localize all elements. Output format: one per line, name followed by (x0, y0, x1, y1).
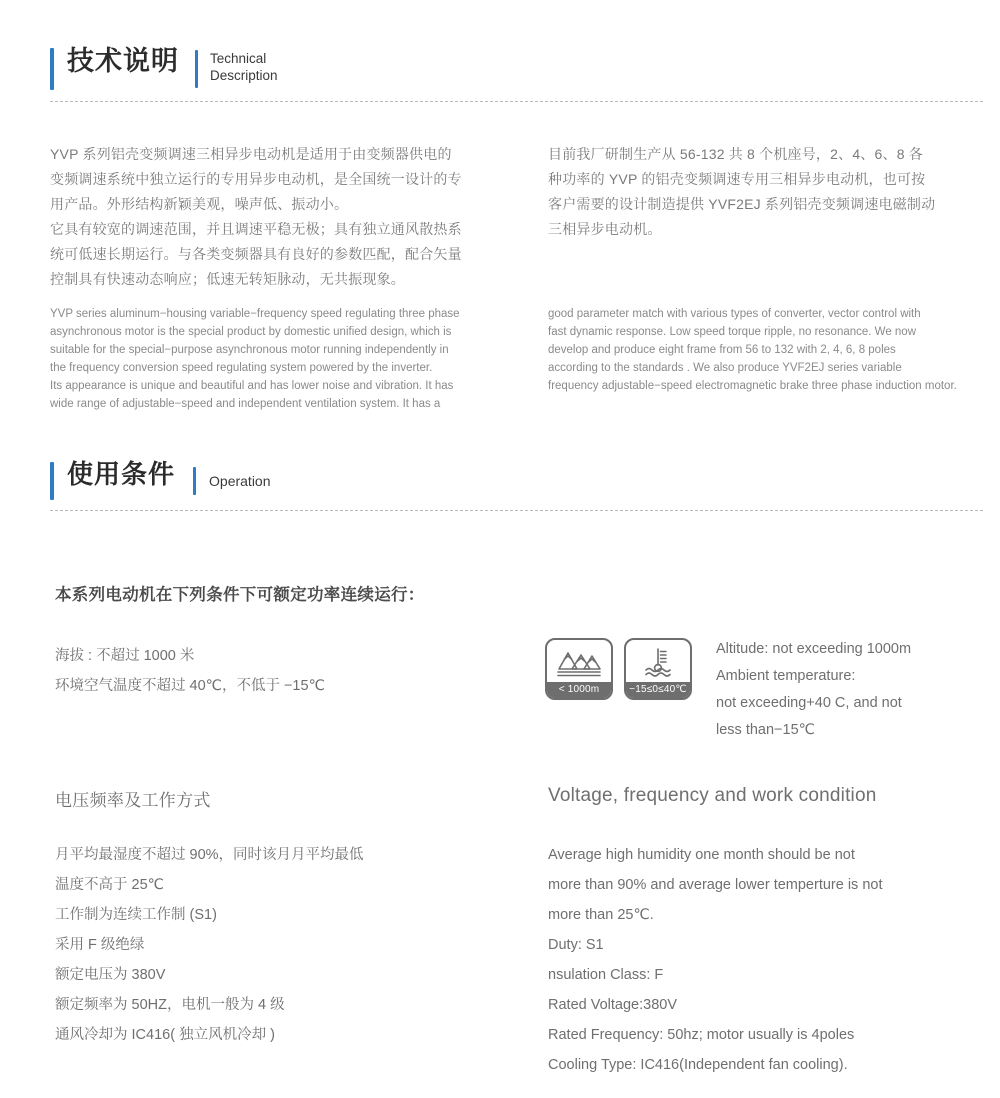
intro-paragraph-en-right (548, 305, 988, 395)
condition-heading: 本系列电动机在下列条件下可额定功率连续运行： (55, 586, 425, 604)
text-line: develop and produce eight frame from 56 to 132 with 2, 4, 6, 8 poles (548, 344, 896, 356)
intro-paragraph-cn-right (548, 142, 988, 242)
voltage-title-cn: 电压频率及工作方式 (55, 791, 211, 810)
list-item: Cooling Type: IC416(Independent fan cooling). (548, 1057, 848, 1073)
text-line: 统可低速长期运行。与各类变频器具有良好的参数匹配，配合矢量 (50, 246, 462, 262)
accent-bar-icon (50, 48, 54, 90)
text-line: frequency adjustable−speed electromagnetic brake three phase induction motor. (548, 380, 957, 392)
section-title-cn: 使用条件 (67, 459, 176, 489)
list-item: nsulation Class: F (548, 967, 664, 983)
voltage-spec-list-cn (55, 840, 505, 1050)
text-line: wide range of adjustable−speed and independent ventilation system. It has a (50, 398, 441, 410)
section-title-cn: 技术说明 (67, 46, 179, 76)
text-line: asynchronous motor is the special product by domestic unified design, which is (50, 326, 452, 338)
section-title-en-line2: Description (210, 67, 278, 83)
list-item: less than−15℃ (716, 722, 815, 738)
list-item: 月平均最湿度不超过 90%，同时该月月平均最低 (55, 847, 364, 863)
dashed-divider (50, 101, 983, 102)
text-line: 客户需要的设计制造提供 YVF2EJ 系列铝壳变频调速电磁制动 (548, 196, 936, 212)
list-item: more than 90% and average lower temperture is not (548, 877, 883, 893)
text-line: Its appearance is unique and beautiful and has lower noise and vibration. It has (50, 380, 454, 392)
temperature-badge (624, 638, 692, 700)
list-item: Duty: S1 (548, 937, 604, 953)
temperature-badge-caption: −15≤0≤40℃ (626, 682, 690, 698)
section-header-technical (50, 46, 278, 90)
mountain-altitude-icon (547, 643, 611, 683)
text-line: 控制具有快速动态响应；低速无转矩脉动，无共振现象。 (50, 271, 405, 287)
list-item: Altitude: not exceeding 1000m (716, 641, 912, 657)
list-item: more than 25℃. (548, 907, 654, 923)
intro-paragraph-en-left (50, 305, 525, 413)
text-line: YVP 系列铝壳变频调速三相异步电动机是适用于由变频器供电的 (50, 146, 452, 162)
dashed-divider (50, 510, 983, 511)
list-item: Ambient temperature: (716, 668, 856, 684)
text-line: fast dynamic response. Low speed torque ripple, no resonance. We now (548, 326, 916, 338)
list-item: 额定频率为 50HZ，电机一般为 4 级 (55, 997, 285, 1013)
list-item: 通风冷却为 IC416( 独立风机冷却 ) (55, 1027, 275, 1043)
section-title-en (210, 51, 278, 85)
list-item: not exceeding+40 C, and not (716, 695, 902, 711)
condition-list-cn (55, 641, 495, 701)
text-line: 它具有较宽的调速范围，并且调速平稳无极；具有独立通风散热系 (50, 221, 462, 237)
text-line: YVP series aluminum−housing variable−frequency speed regulating three phase (50, 308, 460, 320)
list-item: 额定电压为 380V (55, 967, 166, 983)
list-item: 温度不高于 25℃ (55, 877, 164, 893)
text-line: 三相异步电动机。 (548, 221, 662, 237)
divider-bar-icon (195, 50, 198, 88)
voltage-title-en: Voltage, frequency and work condition (548, 785, 877, 806)
accent-bar-icon (50, 462, 54, 500)
intro-paragraph-cn-left (50, 142, 520, 292)
text-line: good parameter match with various types of converter, vector control with (548, 308, 921, 320)
text-line: the frequency conversion speed regulating system powered by the inverter. (50, 362, 433, 374)
divider-bar-icon (193, 467, 196, 495)
thermometer-temperature-icon (626, 643, 690, 683)
section-title-en: Operation (209, 473, 271, 489)
list-item: 采用 F 级绝绿 (55, 937, 145, 953)
text-line: 用产品。外形结构新颖美观，噪声低、振动小。 (50, 196, 349, 212)
list-item: Rated Frequency: 50hz; motor usually is 4poles (548, 1027, 855, 1043)
condition-list-en (716, 636, 996, 744)
text-line: 目前我厂研制生产从 56-132 共 8 个机座号，2、4、6、8 各 (548, 146, 923, 162)
list-item: 工作制为连续工作制 (S1) (55, 907, 217, 923)
condition-badge-row (545, 638, 692, 700)
text-line: according to the standards . We also produce YVF2EJ series variable (548, 362, 902, 374)
voltage-spec-list-en (548, 840, 998, 1080)
text-line: 变频调速系统中独立运行的专用异步电动机，是全国统一设计的专 (50, 171, 462, 187)
list-item: 环境空气温度不超过 40℃，不低于 −15℃ (55, 678, 325, 694)
list-item: 海拔 : 不超过 1000 米 (55, 648, 195, 664)
list-item: Rated Voltage:380V (548, 997, 677, 1013)
altitude-badge (545, 638, 613, 700)
section-title-en-line1: Technical (210, 51, 267, 66)
altitude-badge-caption: < 1000m (547, 682, 611, 698)
text-line: suitable for the special−purpose asynchronous motor running independently in (50, 344, 449, 356)
text-line: 种功率的 YVP 的铝壳变频调速专用三相异步电动机，也可按 (548, 171, 926, 187)
section-header-operation (50, 460, 271, 500)
list-item: Average high humidity one month should be not (548, 847, 855, 863)
